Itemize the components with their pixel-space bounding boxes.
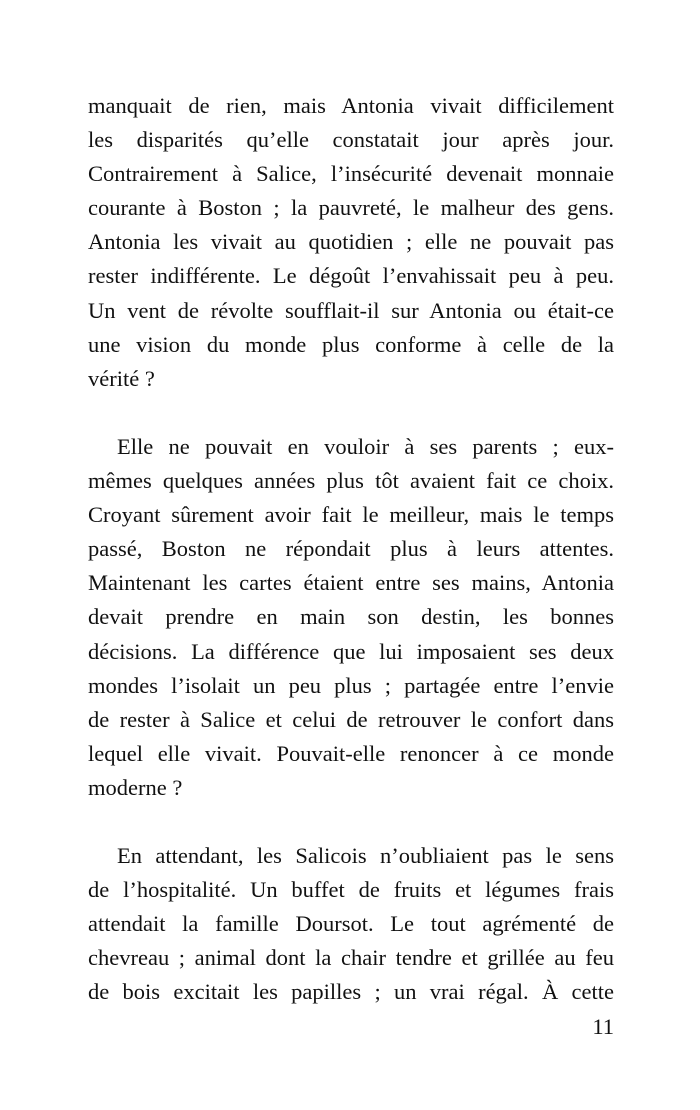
page-number: 11 — [592, 1014, 614, 1039]
paragraph-spacer — [88, 805, 614, 839]
text-line: Antonia les vivait au quotidien ; elle ne pouvait pas — [88, 229, 614, 255]
text-line: Croyant sûrement avoir fait le meilleur, mais le temps — [88, 502, 614, 528]
paragraph-2 — [88, 430, 614, 805]
text-line: attendait la famille Doursot. Le tout agrémenté de — [88, 911, 614, 937]
text-line: de rester à Salice et celui de retrouver le confort dans — [88, 706, 614, 732]
text-line: les disparités qu’elle constatait jour après jour. — [88, 127, 614, 153]
text-line: devait prendre en main son destin, les bonnes — [88, 604, 614, 630]
text-line: lequel elle vivait. Pouvait-elle renoncer à ce monde — [88, 740, 614, 766]
text-line: manquait de rien, mais Antonia vivait difficilement — [88, 93, 614, 118]
text-line: vérité ? — [88, 365, 155, 391]
text-line: passé, Boston ne répondait plus à leurs attentes. — [88, 536, 614, 562]
text-line: décisions. La différence que lui imposaient ses deux — [88, 638, 614, 664]
paragraph-1 — [88, 89, 614, 396]
text-line: En attendant, les Salicois n’oubliaient pas le sens — [117, 843, 614, 869]
text-line: mondes l’isolait un peu plus ; partagée entre l’envie — [88, 672, 614, 698]
text-line: Contrairement à Salice, l’insécurité devenait monnaie — [88, 161, 614, 187]
text-line: rester indifférente. Le dégoût l’envahissait peu à peu. — [88, 263, 614, 289]
text-line: une vision du monde plus conforme à celle de la — [88, 331, 614, 357]
text-line: mêmes quelques années plus tôt avaient fait ce choix. — [88, 468, 614, 494]
text-line: Un vent de révolte soufflait-il sur Antonia ou était-ce — [88, 297, 614, 323]
text-line: de bois excitait les papilles ; un vrai régal. À cette — [88, 979, 614, 1005]
paragraph-3 — [88, 839, 614, 1009]
paragraph-spacer — [88, 396, 614, 430]
text-line: Maintenant les cartes étaient entre ses mains, Antonia — [88, 570, 614, 596]
text-line: Elle ne pouvait en vouloir à ses parents ; eux- — [117, 433, 614, 459]
text-line: courante à Boston ; la pauvreté, le malheur des gens. — [88, 195, 614, 221]
text-line: moderne ? — [88, 774, 183, 800]
text-line: chevreau ; animal dont la chair tendre et grillée au feu — [88, 945, 614, 971]
page-text — [88, 89, 614, 1010]
text-line: de l’hospitalité. Un buffet de fruits et légumes frais — [88, 877, 614, 903]
